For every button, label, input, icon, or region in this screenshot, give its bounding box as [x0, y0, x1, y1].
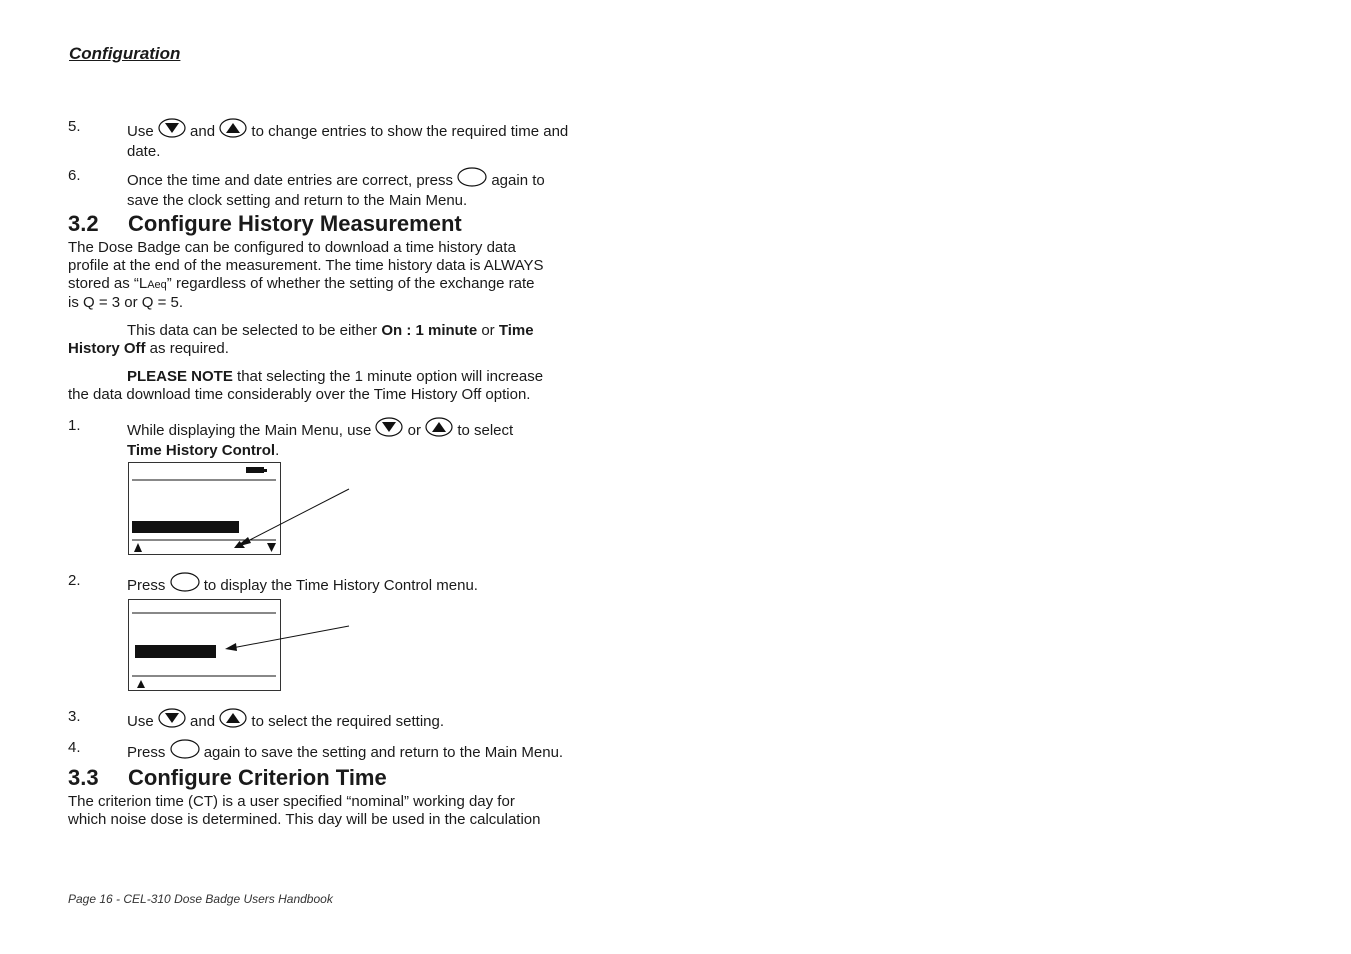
- paragraph-note: [68, 368, 598, 404]
- subscript: Aeq: [147, 279, 167, 291]
- para-text: or: [477, 322, 499, 339]
- step-text: and: [190, 713, 216, 730]
- para-line: The criterion time (CT) is a user specified “nominal” working day for: [68, 793, 515, 810]
- step-text: to select: [457, 422, 514, 439]
- para-line: is Q = 3 or Q = 5.: [68, 294, 184, 311]
- down-arrow-button-icon: [375, 417, 403, 442]
- para-text: that selecting the 1 minute option will increase: [232, 368, 544, 385]
- down-arrow-button-icon: [158, 118, 186, 143]
- section-title: Configure History Measurement: [128, 211, 462, 236]
- step-number: 6.: [68, 167, 81, 184]
- step-text: Press: [127, 577, 166, 594]
- step-text: While displaying the Main Menu, use: [127, 422, 372, 439]
- step-number: 4.: [68, 739, 81, 756]
- para-line: profile at the end of the measurement. The time history data is ALWAYS: [68, 257, 544, 274]
- paragraph-intro: [68, 239, 598, 312]
- step-number: 1.: [68, 417, 81, 434]
- option-on-1-minute: On : 1 minute: [381, 322, 478, 339]
- highlighted-option: [135, 645, 216, 658]
- enter-button-icon: [170, 572, 200, 597]
- step-text: or: [407, 422, 421, 439]
- step-number: 2.: [68, 572, 81, 589]
- up-arrow-button-icon: [425, 417, 453, 442]
- up-arrow-button-icon: [219, 708, 247, 733]
- page-footer: Page 16 - CEL-310 Dose Badge Users Handbook: [68, 892, 333, 906]
- section-number: 3.3: [68, 765, 99, 790]
- step-text: save the clock setting and return to the Main Menu.: [127, 192, 468, 209]
- step-number: 5.: [68, 118, 81, 135]
- section-heading-3-3: [68, 765, 387, 791]
- section-number: 3.2: [68, 211, 99, 236]
- step-text: and: [190, 123, 216, 140]
- callout-arrow-1: [230, 485, 355, 550]
- para-text: as required.: [145, 340, 229, 357]
- step-number: 3.: [68, 708, 81, 725]
- para-line: The Dose Badge can be configured to download a time history data: [68, 239, 516, 256]
- enter-button-icon: [170, 739, 200, 764]
- step-text: to select the required setting.: [251, 713, 445, 730]
- battery-icon: [246, 467, 264, 473]
- option-time: Time: [498, 322, 534, 339]
- step-text: again to save the setting and return to the Main Menu.: [203, 744, 564, 761]
- section-heading-3-2: [68, 211, 462, 237]
- step-text: Use: [127, 123, 154, 140]
- menu-item-time-history-control: Time History Control: [127, 442, 276, 459]
- step-text: Use: [127, 713, 154, 730]
- paragraph-criterion: [68, 793, 598, 829]
- option-history-off: History Off: [68, 340, 146, 357]
- para-line: which noise dose is determined. This day will be used in the calculation: [68, 811, 541, 828]
- enter-button-icon: [457, 167, 487, 192]
- up-arrow-button-icon: [219, 118, 247, 143]
- step-text: Press: [127, 744, 166, 761]
- note-label: PLEASE NOTE: [127, 368, 233, 385]
- para-text: This data can be selected to be either: [127, 322, 382, 339]
- page-header: Configuration: [69, 44, 181, 63]
- step-text: to display the Time History Control menu.: [203, 577, 478, 594]
- callout-arrow-2: [220, 622, 355, 657]
- para-line: stored as “L: [68, 275, 148, 292]
- highlighted-menu-item: [132, 521, 239, 533]
- step-text: .: [275, 442, 280, 459]
- step-text: date.: [127, 143, 161, 160]
- down-arrow-button-icon: [158, 708, 186, 733]
- step-text: to change entries to show the required time and: [251, 123, 569, 140]
- para-line: ” regardless of whether the setting of the exchange rate: [166, 275, 535, 292]
- section-title: Configure Criterion Time: [128, 765, 387, 790]
- paragraph-options: [68, 322, 598, 358]
- step-text: again to: [491, 172, 545, 189]
- step-text: Once the time and date entries are correct, press: [127, 172, 453, 189]
- para-text: the data download time considerably over the Time History Off option.: [68, 386, 531, 403]
